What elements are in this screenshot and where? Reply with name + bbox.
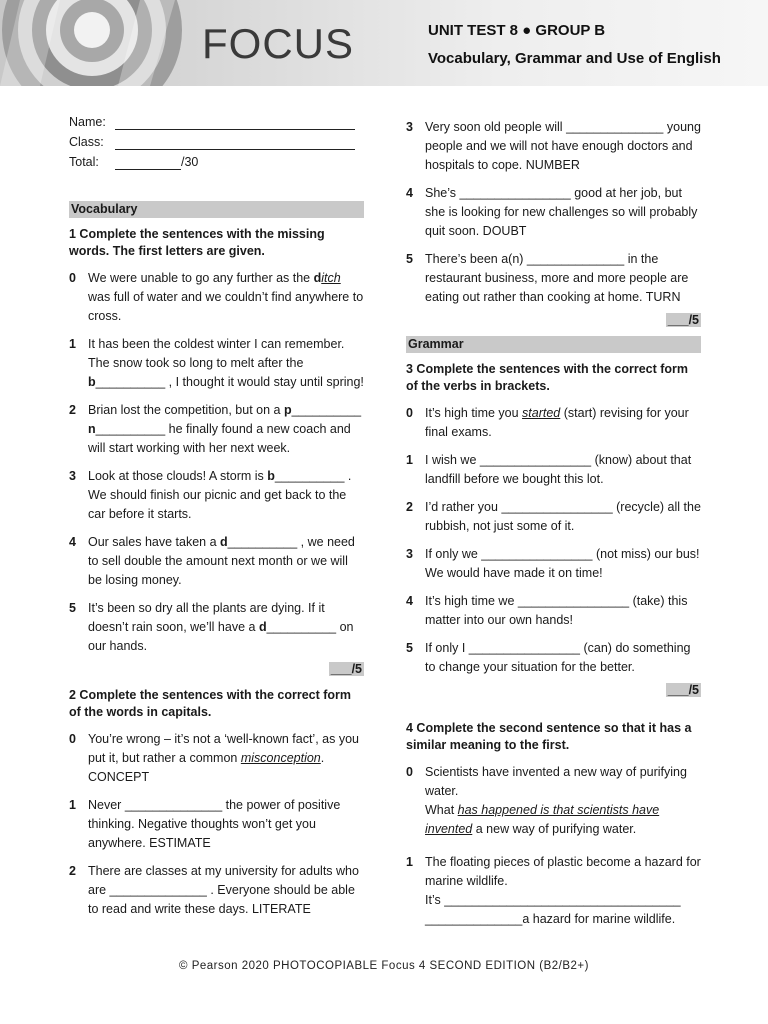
answer-blank[interactable]: __________ <box>227 535 298 549</box>
unit-subtitle: Vocabulary, Grammar and Use of English <box>428 50 721 67</box>
task1-score: ___/5 <box>330 662 362 676</box>
example-answer: itch <box>321 271 341 285</box>
name-label: Name: <box>69 114 106 129</box>
task4-item-1: 1 The floating pieces of plastic become a hazard for marine wildlife. It’s __________________________________ ______________a hazard for marine wildlife. <box>406 855 701 926</box>
answer-blank[interactable]: ________________ <box>481 547 593 561</box>
total-max: /30 <box>181 154 199 169</box>
answer-blank[interactable]: ________________ <box>479 453 592 467</box>
name-row <box>69 112 364 132</box>
answer-blank[interactable]: ________________ <box>459 186 571 200</box>
brand-logo-text: FOCUS <box>202 20 354 67</box>
task2-item-2: 2 There are classes at my university for adults who are ______________ . Everyone should be able to read and write these days. LITERATE <box>69 864 359 916</box>
class-label: Class: <box>69 134 104 149</box>
task2-score: ___/5 <box>667 313 699 327</box>
total-row <box>69 152 364 172</box>
answer-blank[interactable]: __________ <box>266 620 337 634</box>
grammar-heading: Grammar <box>406 336 701 353</box>
answer-blank[interactable]: __________ <box>95 422 166 436</box>
task4-instruction: 4 Complete the second sentence so that it has a similar meaning to the first. <box>406 721 692 752</box>
task2-item-1: 1 Never ______________ the power of positive thinking. Negative thoughts won’t get you anywhere. ESTIMATE <box>69 798 341 850</box>
task1-item-4: 4 Our sales have taken a d__________ , we need to sell double the amount next month or we will be losing money. <box>69 535 355 587</box>
unit-title: UNIT TEST 8 ● GROUP B <box>428 22 606 39</box>
right-column <box>406 118 701 929</box>
task1-item-2: 2 Brian lost the competition, but on a p__________ n__________ he finally found a new coach and will start working with her next week. <box>69 403 362 455</box>
task3-instruction: 3 Complete the sentences with the correct form of the verbs in brackets. <box>406 362 689 393</box>
answer-blank[interactable]: ______________ <box>109 883 207 897</box>
answer-blank[interactable]: __________ <box>291 403 362 417</box>
task2-item-4: 4 She’s ________________ good at her job, but she is looking for new challenges so will probably quit soon. DOUBT <box>406 186 698 238</box>
answer-blank[interactable]: __________ <box>274 469 345 483</box>
focus-logo-graphic <box>0 0 200 86</box>
task3-item-4: 4 It’s high time we ________________ (take) this matter into our own hands! <box>406 594 688 627</box>
name-field[interactable] <box>115 115 355 130</box>
task2-instruction: 2 Complete the sentences with the correct form of the words in capitals. <box>69 688 352 719</box>
task4-item-0: 0 Scientists have invented a new way of purifying water. What has happened is that scientists have invented a new way of purifying water. <box>406 765 687 836</box>
task3-item-3: 3 If only we ________________ (not miss) our bus! We would have made it on time! <box>406 547 700 580</box>
vocabulary-heading: Vocabulary <box>69 201 364 218</box>
left-column <box>69 112 364 919</box>
example-answer: misconception <box>240 751 321 765</box>
answer-blank[interactable]: ________________ <box>517 594 630 608</box>
task1-instruction: 1 Complete the sentences with the missing words. The first letters are given. <box>69 227 325 258</box>
answer-blank[interactable]: ______________ <box>425 912 523 926</box>
task3-score: ___/5 <box>667 683 699 697</box>
task1-item-0: 0 We were unable to go any further as the ditch was full of water and we couldn’t find anywhere to cross. <box>69 271 364 323</box>
task2-item-0: 0 You’re wrong – it’s not a ‘well-known fact’, as you put it, but rather a common misconception. CONCEPT <box>69 732 359 784</box>
task1-item-5: 5 It’s been so dry all the plants are dying. If it doesn’t rain soon, we’ll have a d__________ on our hands. <box>69 601 354 653</box>
answer-blank[interactable]: ______________ <box>566 120 664 134</box>
example-answer: has happened is that scientists have invented <box>425 803 660 836</box>
task1-item-1: 1 It has been the coldest winter I can remember. The snow took so long to melt after the b__________ , I thought it would stay until spring! <box>69 337 364 389</box>
answer-blank[interactable]: ________________ <box>468 641 581 655</box>
task1-item-3: 3 Look at those clouds! A storm is b__________ . We should finish our picnic and get back to the car before it starts. <box>69 469 352 521</box>
task3-item-5: 5 If only I ________________ (can) do something to change your situation for the better. <box>406 641 691 674</box>
total-field[interactable] <box>115 155 181 170</box>
answer-blank[interactable]: __________________________________ <box>444 893 681 907</box>
class-row <box>69 132 364 152</box>
header-banner <box>0 0 768 86</box>
footer-copyright: © Pearson 2020 PHOTOCOPIABLE Focus 4 SECOND EDITION (B2/B2+) <box>179 960 589 972</box>
total-label: Total: <box>69 154 99 169</box>
answer-blank[interactable]: ______________ <box>124 798 223 812</box>
task2-item-5: 5 There’s been a(n) ______________ in the restaurant business, more and more people are eating out rather than cooking at home. TURN <box>406 252 689 304</box>
task2-item-3: 3 Very soon old people will ______________ young people and we will not have enough doctors and hospitals to cope. NUMBER <box>406 120 701 172</box>
task3-item-1: 1 I wish we ________________ (know) about that landfill before we bought this lot. <box>406 453 692 486</box>
class-field[interactable] <box>115 135 355 150</box>
example-answer: started <box>522 406 561 420</box>
answer-blank[interactable]: ________________ <box>501 500 613 514</box>
task3-item-0: 0 It’s high time you started (start) revising for your final exams. <box>406 406 689 439</box>
answer-blank[interactable]: ______________ <box>526 252 625 266</box>
answer-blank[interactable]: __________ <box>95 375 166 389</box>
task3-item-2: 2 I’d rather you ________________ (recycle) all the rubbish, not just some of it. <box>406 500 701 533</box>
